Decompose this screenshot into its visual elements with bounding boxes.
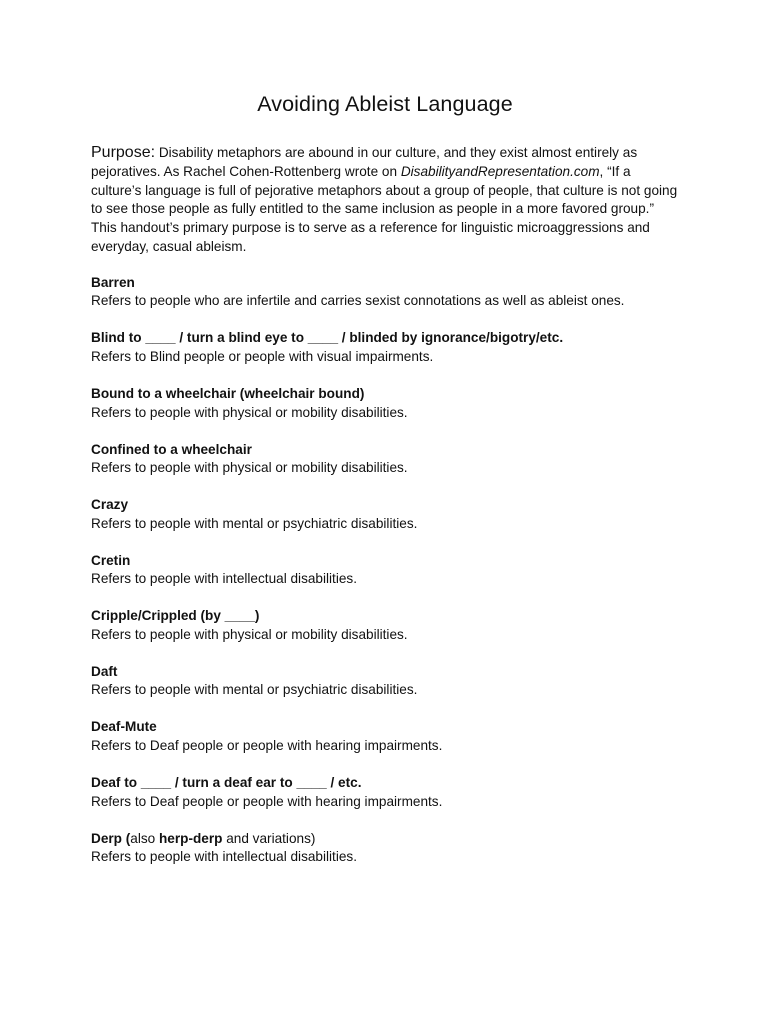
entry-term-plain-2: and variations) [222,830,316,846]
entry-term: Daft [91,663,118,679]
purpose-text-2: , “If a culture’s language is full of pejorative metaphors about a group of people, that culture is not going to see those people as fully entitled to the same inclusion as people in a more favored group.” This handout’s primary purpose is to serve as a reference for linguistic microaggressions and everyday, casual ableism. [91,163,678,254]
entry-deaf-to [91,774,681,811]
entry-term-plain: also [130,830,159,846]
purpose-label: Purpose: [91,144,156,161]
entry-term: Deaf-Mute [91,719,157,735]
entry-deaf-mute [91,718,681,755]
purpose-text-1: Disability metaphors are abound in our culture, and they exist almost entirely as pejoratives. As Rachel Cohen-Rottenberg wrote on [91,145,638,179]
entry-term: Cretin [91,552,131,568]
entry-term: Cripple/Crippled (by ____) [91,608,260,624]
entry-term [91,830,681,849]
entry-description: Refers to people with mental or psychiatric disabilities. [91,515,418,531]
entry-term: Bound to a wheelchair (wheelchair bound) [91,385,365,401]
entry-term: Deaf to ____ / turn a deaf ear to ____ / etc. [91,774,362,790]
entry-description: Refers to people with intellectual disabilities. [91,849,357,865]
entry-term: Barren [91,274,135,290]
entry-description: Refers to people who are infertile and carries sexist connotations as well as ableist ones. [91,293,625,309]
entry-daft [91,663,681,700]
entry-cretin [91,552,681,589]
entry-term-bold: Derp ( [91,830,131,846]
entry-barren [91,274,681,311]
entry-description: Refers to people with mental or psychiatric disabilities. [91,682,418,698]
entry-confined-to-wheelchair [91,441,681,478]
entry-description: Refers to Deaf people or people with hearing impairments. [91,738,443,753]
entry-description: Refers to Blind people or people with visual impairments. [91,348,434,364]
entry-description: Refers to people with physical or mobility disabilities. [91,460,408,476]
purpose-paragraph [91,144,681,257]
document-title: Avoiding Ableist Language [257,92,513,116]
entry-description: Refers to Deaf people or people with hearing impairments. [91,793,443,809]
entry-term-bold-2: herp-derp [159,830,223,846]
entry-description: Refers to people with physical or mobility disabilities. [91,626,408,642]
entry-crazy [91,496,681,533]
document-page [91,92,681,885]
entry-term: Blind to ____ / turn a blind eye to ____ / blinded by ignorance/bigotry/etc. [91,330,564,346]
entry-derp [91,830,681,867]
entry-bound-to-wheelchair [91,385,681,422]
entry-term: Crazy [91,497,129,513]
entry-description: Refers to people with physical or mobility disabilities. [91,404,408,420]
entry-description: Refers to people with intellectual disabilities. [91,571,357,587]
purpose-source: DisabilityandRepresentation.com [400,163,600,179]
entry-cripple [91,607,681,644]
entry-term: Confined to a wheelchair [91,441,252,457]
entry-blind-to [91,329,681,366]
